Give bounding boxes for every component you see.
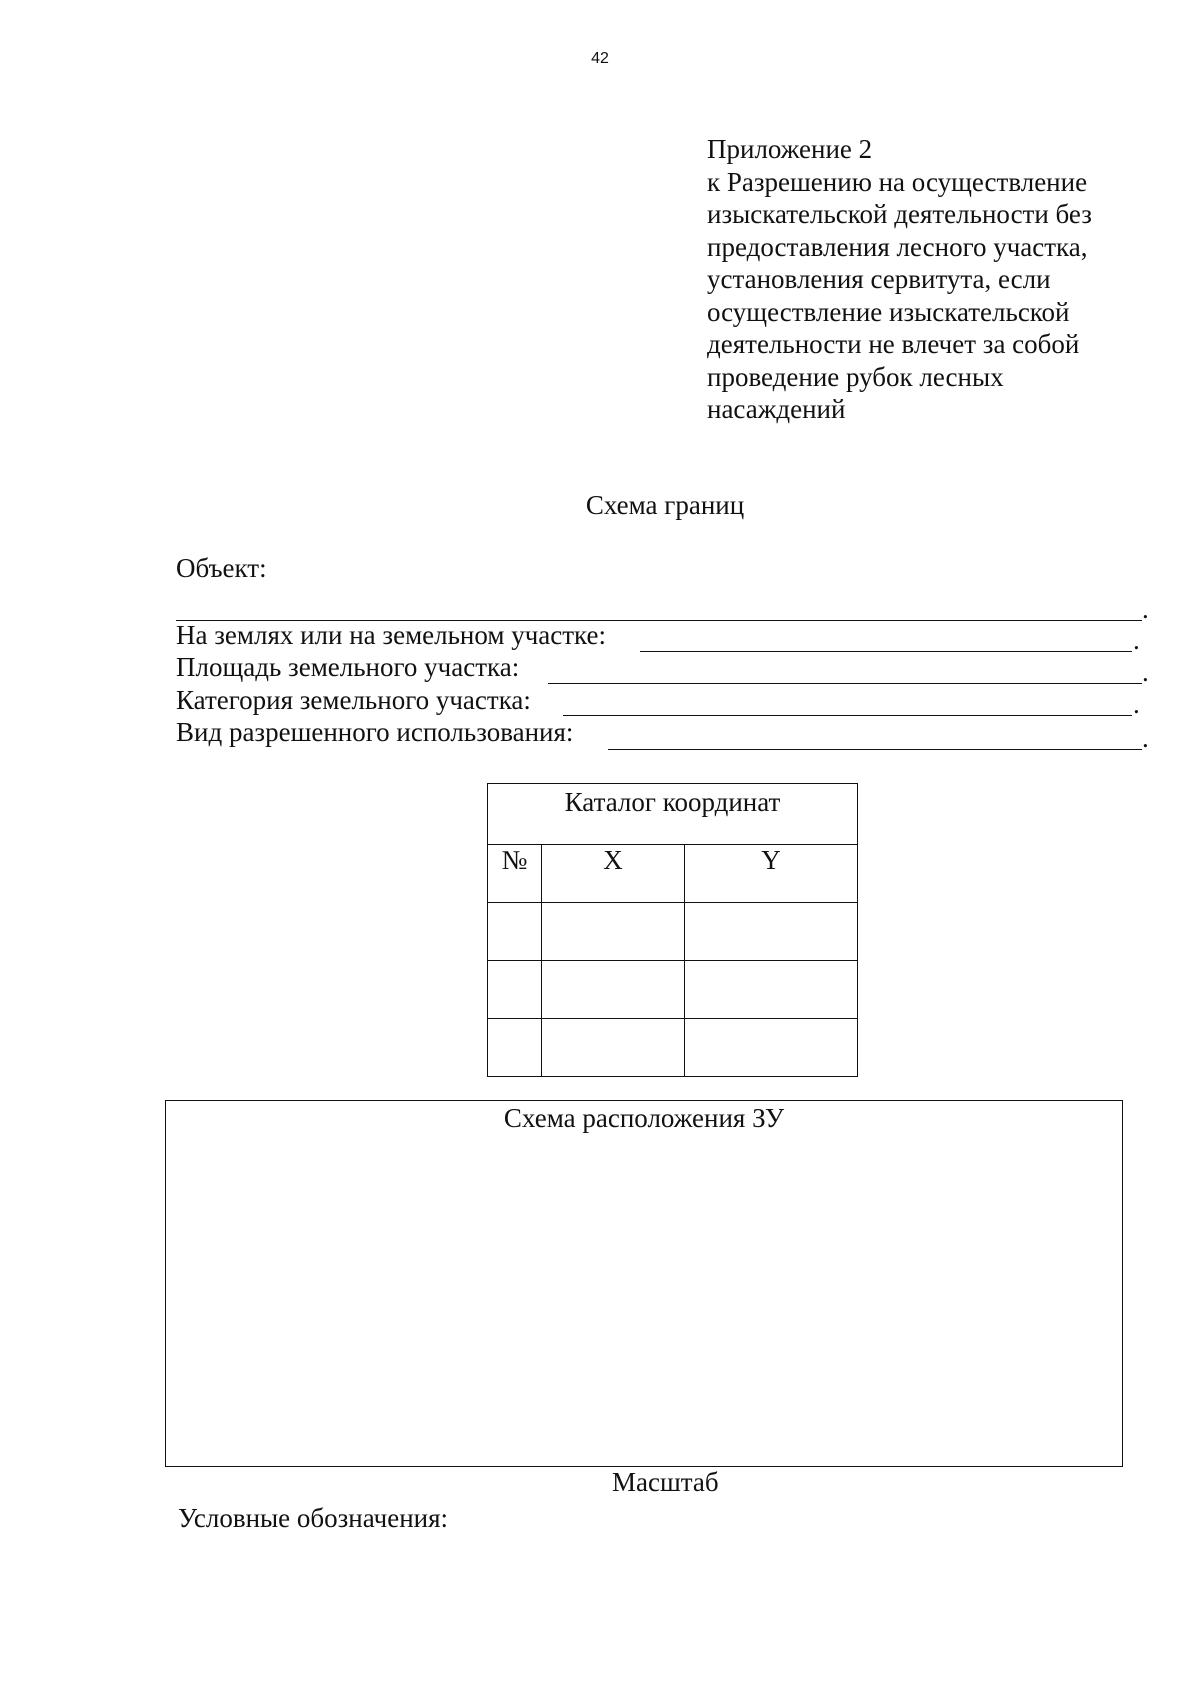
appendix-line: насаждений (707, 394, 846, 424)
document-title: Схема границ (585, 490, 745, 520)
table-cell (488, 961, 542, 1019)
table-cell (685, 961, 858, 1019)
appendix-line: проведение рубок лесных (707, 361, 1004, 392)
field-usage-label: Вид разрешенного использования: (176, 717, 574, 747)
catalog-header-y: Y (685, 845, 858, 903)
catalog-header-x: X (542, 845, 685, 903)
table-cell (542, 903, 685, 961)
appendix-note (707, 133, 1137, 426)
table-row (488, 903, 858, 961)
table-row (488, 1019, 858, 1077)
table-cell (685, 903, 858, 961)
catalog-header-number: № (488, 845, 542, 903)
appendix-line: изыскательской деятельности без (707, 199, 1092, 229)
appendix-line: установления сервитута, если (707, 264, 1051, 294)
field-area-blank (548, 683, 1142, 684)
field-usage-blank (608, 749, 1142, 750)
scale-label: Масштаб (612, 1467, 719, 1497)
line-end-dot: . (1133, 689, 1140, 719)
object-label: Объект: (176, 553, 267, 583)
field-area-label: Площадь земельного участка: (176, 652, 520, 682)
appendix-line: деятельности не влечет за собой (707, 329, 1080, 359)
line-end-dot: . (1142, 723, 1149, 753)
page-number: 42 (591, 50, 609, 67)
line-end-dot: . (1133, 625, 1140, 655)
location-scheme-title: Схема расположения ЗУ (503, 1103, 785, 1133)
legend-label: Условные обозначения: (178, 1503, 449, 1533)
table-row (488, 961, 858, 1019)
appendix-line: Приложение 2 (707, 134, 873, 164)
table-cell (488, 1019, 542, 1077)
table-cell (488, 903, 542, 961)
table-cell (685, 1019, 858, 1077)
line-end-dot: . (1142, 594, 1149, 624)
location-scheme-box (165, 1100, 1123, 1467)
field-category-blank (563, 715, 1132, 716)
appendix-line: предоставления лесного участка, (707, 231, 1088, 262)
appendix-line: к Разрешению на осуществление (707, 166, 1088, 197)
catalog-title: Каталог координат (488, 784, 858, 845)
table-cell (542, 961, 685, 1019)
coordinate-catalog-table (487, 783, 858, 1077)
appendix-line: осуществление изыскательской (707, 296, 1070, 327)
field-lands-blank (640, 651, 1132, 652)
field-category-label: Категория земельного участка: (176, 685, 531, 715)
field-lands-label: На землях или на земельном участке: (176, 620, 606, 650)
table-cell (542, 1019, 685, 1077)
line-end-dot: . (1142, 657, 1149, 687)
